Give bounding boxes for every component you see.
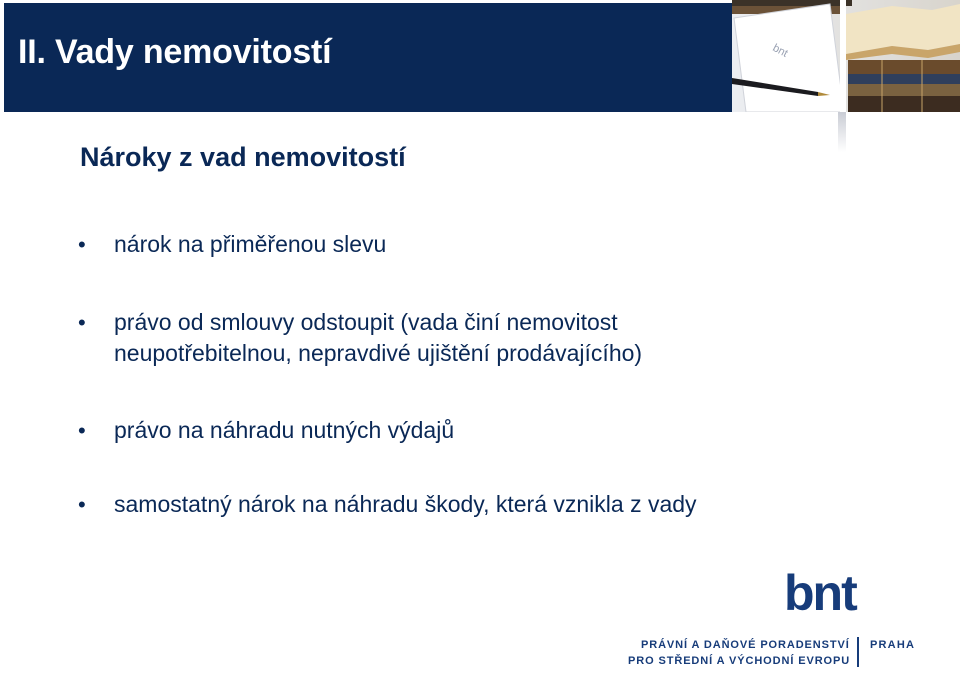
list-item: [78, 307, 778, 369]
bullet-marker: •: [78, 232, 86, 257]
logo-tagline-line1: PRÁVNÍ A DAŇOVÉ PORADENSTVÍ: [641, 639, 850, 651]
list-item: [78, 489, 838, 520]
bullet-text: nárok na přiměřenou slevu: [114, 231, 387, 257]
logo-city: PRAHA: [870, 639, 916, 651]
logo-divider: [857, 637, 859, 667]
slide-title: II. Vady nemovitostí: [18, 33, 332, 71]
section-subtitle: Nároky z vad nemovitostí: [80, 142, 406, 172]
list-item: [78, 229, 838, 260]
bnt-logo: bnt: [784, 565, 856, 621]
books-paper-pen-photo: [732, 0, 960, 112]
bullet-text: samostatný nárok na náhradu škody, která vznikla z vady: [114, 491, 697, 517]
list-item: [78, 415, 838, 446]
photo-shadow: [838, 112, 846, 152]
logo-tagline-line2: PRO STŘEDNÍ A VÝCHODNÍ EVROPU: [628, 655, 851, 667]
bullet-marker: •: [78, 310, 86, 335]
bullet-marker: •: [78, 492, 86, 517]
bullet-text: právo na náhradu nutných výdajů: [114, 417, 455, 443]
bullet-text: právo od smlouvy odstoupit (vada činí nemovitost neupotřebitelnou, nepravdivé ujištění prodávajícího): [114, 309, 643, 366]
bullet-marker: •: [78, 418, 86, 443]
svg-text:bnt: bnt: [770, 42, 790, 60]
header-band: [4, 3, 732, 112]
